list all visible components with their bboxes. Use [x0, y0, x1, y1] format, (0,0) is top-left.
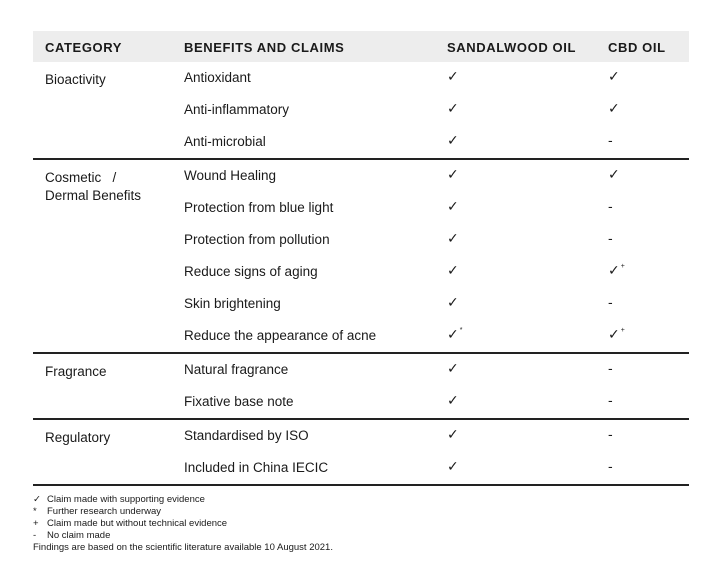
sandalwood-claim-symbol: ✓	[447, 166, 459, 182]
legend-text: No claim made	[47, 530, 111, 541]
category-label: Bioactivity	[45, 72, 106, 87]
table-row	[33, 160, 689, 192]
benefit-label: Wound Healing	[184, 168, 277, 183]
header-benefits: BENEFITS AND CLAIMS	[184, 40, 345, 55]
benefit-label: Fixative base note	[184, 394, 294, 409]
cbd-claim-note: +	[620, 327, 625, 334]
sandalwood-claim-symbol: ✓	[447, 326, 459, 342]
cbd-claim-symbol: -	[608, 294, 613, 310]
table-row	[33, 288, 689, 320]
table-header	[33, 31, 689, 62]
header-category: CATEGORY	[45, 40, 123, 55]
cbd-claim-note: +	[620, 263, 625, 270]
cbd-claim-symbol: ✓	[608, 100, 620, 116]
cbd-claim-mark	[608, 392, 614, 408]
sandalwood-claim-note: *	[459, 327, 463, 334]
benefit-label: Natural fragrance	[184, 362, 289, 377]
comparison-table	[33, 31, 689, 486]
benefit-label: Anti-inflammatory	[184, 102, 290, 117]
legend-item	[33, 506, 333, 518]
cbd-claim-mark	[608, 426, 614, 442]
legend-text: Claim made but without technical evidence	[47, 518, 228, 529]
sandalwood-claim-mark	[447, 360, 460, 377]
cbd-claim-mark	[608, 132, 614, 148]
legend-text: Claim made with supporting evidence	[47, 494, 205, 505]
sandalwood-claim-mark	[447, 132, 460, 149]
cbd-claim-symbol: ✓	[608, 68, 620, 84]
table-row	[33, 354, 689, 386]
sandalwood-claim-mark	[447, 326, 462, 343]
sandalwood-claim-mark	[447, 68, 460, 85]
benefit-label: Reduce the appearance of acne	[184, 328, 377, 343]
legend-symbol: +	[33, 518, 39, 529]
cbd-claim-mark	[608, 458, 614, 474]
cbd-claim-symbol: ✓	[608, 166, 620, 182]
cbd-claim-symbol: -	[608, 360, 613, 376]
cbd-claim-symbol: -	[608, 458, 613, 474]
legend	[33, 494, 333, 554]
category-group	[33, 62, 689, 160]
sandalwood-claim-symbol: ✓	[447, 132, 459, 148]
legend-symbol: ✓	[33, 494, 41, 505]
legend-symbol: -	[33, 530, 37, 541]
table-row	[33, 62, 689, 94]
cbd-claim-symbol: -	[608, 230, 613, 246]
legend-text: Further research underway	[47, 506, 162, 517]
sandalwood-claim-symbol: ✓	[447, 426, 459, 442]
category-group	[33, 160, 689, 354]
benefit-label: Anti-microbial	[184, 134, 266, 149]
cbd-claim-mark	[608, 68, 621, 85]
sandalwood-claim-mark	[447, 198, 460, 215]
sandalwood-claim-mark	[447, 294, 460, 311]
legend-item	[33, 494, 333, 506]
category-group	[33, 420, 689, 486]
sandalwood-claim-mark	[447, 392, 460, 409]
category-label: Cosmetic / Dermal Benefits	[45, 170, 142, 203]
benefit-label: Reduce signs of aging	[184, 264, 318, 279]
cbd-claim-symbol: -	[608, 132, 613, 148]
table-row	[33, 94, 689, 126]
sandalwood-claim-mark	[447, 458, 460, 475]
legend-item	[33, 518, 333, 530]
benefit-label: Included in China IECIC	[184, 460, 329, 475]
benefit-label: Standardised by ISO	[184, 428, 309, 443]
sandalwood-claim-symbol: ✓	[447, 458, 459, 474]
cbd-claim-symbol: ✓	[608, 326, 620, 342]
header-sandalwood: SANDALWOOD OIL	[447, 40, 577, 55]
sandalwood-claim-symbol: ✓	[447, 100, 459, 116]
table-row	[33, 126, 689, 158]
category-label: Regulatory	[45, 430, 111, 445]
cbd-claim-symbol: ✓	[608, 262, 620, 278]
benefit-label: Skin brightening	[184, 296, 281, 311]
legend-item	[33, 530, 333, 542]
sandalwood-claim-symbol: ✓	[447, 68, 459, 84]
sandalwood-claim-symbol: ✓	[447, 230, 459, 246]
benefit-label: Protection from blue light	[184, 200, 334, 215]
sandalwood-claim-symbol: ✓	[447, 360, 459, 376]
sandalwood-claim-symbol: ✓	[447, 392, 459, 408]
benefit-label: Protection from pollution	[184, 232, 330, 247]
cbd-claim-mark	[608, 198, 614, 214]
cbd-claim-mark	[608, 230, 614, 246]
cbd-claim-mark	[608, 100, 621, 117]
cbd-claim-mark	[608, 360, 614, 376]
cbd-claim-mark	[608, 294, 614, 310]
cbd-claim-symbol: -	[608, 426, 613, 442]
legend-symbol: *	[33, 506, 37, 517]
table-row	[33, 192, 689, 224]
sandalwood-claim-symbol: ✓	[447, 262, 459, 278]
sandalwood-claim-mark	[447, 100, 460, 117]
cbd-claim-mark	[608, 166, 621, 183]
sandalwood-claim-symbol: ✓	[447, 294, 459, 310]
table-body	[33, 62, 689, 486]
table-row	[33, 320, 689, 352]
cbd-claim-symbol: -	[608, 198, 613, 214]
sandalwood-claim-mark	[447, 166, 460, 183]
sandalwood-claim-mark	[447, 426, 460, 443]
table-row	[33, 452, 689, 484]
sandalwood-claim-symbol: ✓	[447, 198, 459, 214]
table-row	[33, 256, 689, 288]
footnote: Findings are based on the scientific literature available 10 August 2021.	[33, 542, 333, 553]
category-label: Fragrance	[45, 364, 107, 379]
benefit-label: Antioxidant	[184, 70, 251, 85]
cbd-claim-mark	[608, 326, 625, 343]
table-row	[33, 224, 689, 256]
sandalwood-claim-mark	[447, 230, 460, 247]
sandalwood-claim-mark	[447, 262, 460, 279]
table-row	[33, 420, 689, 452]
cbd-claim-mark	[608, 262, 625, 279]
header-cbd: CBD OIL	[608, 40, 666, 55]
category-group	[33, 354, 689, 420]
table-row	[33, 386, 689, 418]
cbd-claim-symbol: -	[608, 392, 613, 408]
